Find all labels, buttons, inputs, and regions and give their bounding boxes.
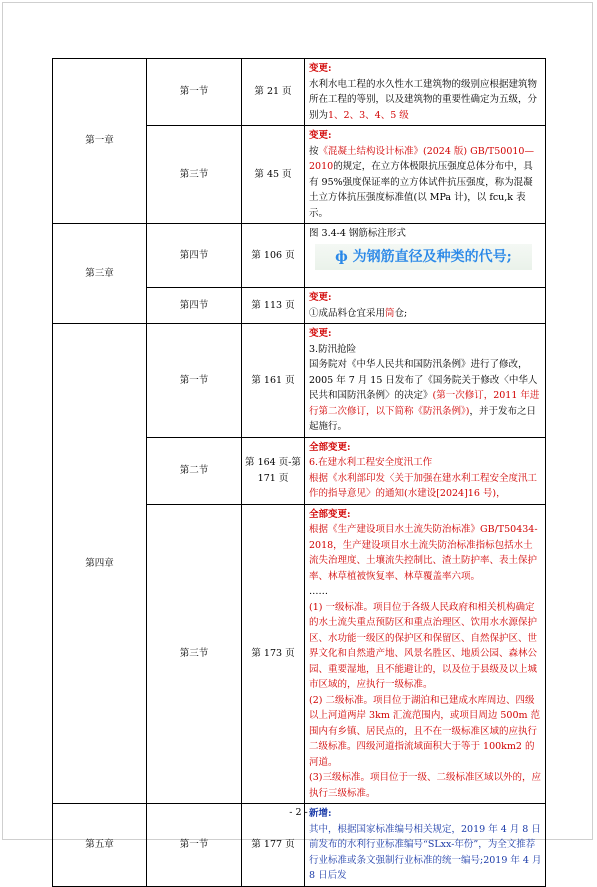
change-content-cell bbox=[305, 59, 546, 126]
section-cell: 第一节 bbox=[147, 59, 242, 126]
section-cell: 第二节 bbox=[147, 437, 242, 504]
content-paragraph bbox=[309, 584, 542, 600]
section-cell: 第一节 bbox=[147, 804, 242, 887]
section-cell: 第三节 bbox=[147, 126, 242, 224]
page-ref-cell: 第 113 页 bbox=[242, 288, 305, 324]
content-text: 其中，根据国家标准编号相关规定，2019 年 4 月 8 日前发布的水利行业标准编号“SLxx-年份”，为全文推荐行业标准或条文强制行业标准的统一编号;2019 年 4 月 8 日后发 bbox=[309, 823, 542, 881]
content-text: ①成品料仓宜采用 bbox=[309, 307, 386, 319]
page-ref-cell: 第 21 页 bbox=[242, 59, 305, 126]
change-label: 变更: bbox=[309, 130, 332, 141]
section-cell: 第一节 bbox=[147, 324, 242, 438]
change-content-cell bbox=[305, 288, 546, 324]
content-paragraph bbox=[309, 770, 542, 801]
change-label: 全部变更: bbox=[309, 441, 351, 453]
content-text: 按 bbox=[309, 145, 319, 157]
change-content-cell bbox=[305, 504, 546, 804]
chapter-cell: 第三章 bbox=[53, 224, 147, 324]
section-cell: 第三节 bbox=[147, 504, 242, 804]
content-text: (2) 二级标准。项目位于湖泊和已建成水库周边、四级以上河道两岸 3km 汇流范围内，或项目周边 500m 范围内有乡镇、居民点的，且不在一级标准区域的应执行二级标准。四级河道指流域面积大于等于 100km2 的河道。 bbox=[309, 694, 541, 768]
content-paragraph bbox=[309, 77, 542, 124]
content-paragraph bbox=[309, 342, 542, 358]
content-paragraph bbox=[309, 693, 542, 771]
content-text: 6.在建水利工程安全度汛工作 bbox=[309, 457, 433, 468]
content-paragraph bbox=[309, 471, 542, 502]
change-content-cell bbox=[305, 126, 546, 224]
page-ref-cell: 第 177 页 bbox=[242, 804, 305, 887]
change-label: 变更: bbox=[309, 63, 332, 74]
change-label: 变更: bbox=[309, 328, 332, 339]
content-text: 的规定，在立方体极限抗压强度总体分布中，具有 95%强度保证率的立方体试件抗压强度，称为混凝土立方体抗压强度标准值(以 MPa 计)，以 fcu,k 表示。 bbox=[309, 161, 533, 219]
change-label: 新增: bbox=[309, 808, 332, 819]
content-paragraph bbox=[309, 226, 542, 242]
section-cell: 第四节 bbox=[147, 288, 242, 324]
content-text: 根据《水利部印发〈关于加强在建水利工程安全度汛工作的指导意见〉的通知(水建设[2024]16 号)， bbox=[309, 472, 538, 499]
chapter-cell: 第一章 bbox=[53, 59, 147, 224]
content-text: ，并于发布之日起施行。 bbox=[309, 405, 536, 432]
content-text: 仓; bbox=[394, 307, 408, 319]
change-content-cell bbox=[305, 324, 546, 438]
rebar-symbol-figure: ф 为钢筋直径及种类的代号; bbox=[315, 244, 532, 270]
table-row bbox=[53, 59, 546, 126]
chapter-cell: 第五章 bbox=[53, 804, 147, 887]
content-text: 国务院对《中华人民共和国防汛条例》进行了修改，2005 年 7 月 15 日发布了《国务院关于修改〈中华人民共和国防汛条例〉的决定》 bbox=[309, 359, 538, 401]
content-text: …… bbox=[309, 586, 328, 597]
content-text: 1、2、3、4、5 级 bbox=[328, 109, 409, 121]
content-text: 水利水电工程的水久性水工建筑物的级别应根据建筑物所在工程的等别，以及建筑物的重要性确定为五级，分别为 bbox=[309, 78, 538, 121]
page-ref-cell: 第 45 页 bbox=[242, 126, 305, 224]
content-text: 3.防汛抢险 bbox=[309, 343, 357, 355]
change-content-cell bbox=[305, 224, 546, 288]
content-paragraph bbox=[309, 522, 542, 584]
table-row bbox=[53, 324, 546, 438]
change-content-cell bbox=[305, 437, 546, 504]
content-text: (第一次修订，2011 年进行第二次修订，以下简称《防汛条例》) bbox=[309, 390, 540, 417]
revision-table bbox=[52, 58, 546, 887]
content-text: (1) 一级标准。项目位于各级人民政府和相关机构确定的水土流失重点预防区和重点治理区、饮用水水源保护区、水功能一级区的保护区和保留区、自然保护区、世界文化和自然遗产地、风景名胜区、地质公园、森林公园、重要湿地，且不能避让的，以及位于县级及以上城市区域的，应执行一级标准。 bbox=[309, 601, 538, 690]
content-paragraph bbox=[309, 144, 542, 222]
page-ref-cell: 第 106 页 bbox=[242, 224, 305, 288]
page-ref-cell: 第 164 页-第 171 页 bbox=[242, 437, 305, 504]
content-text: (3)三级标准。项目位于一级、二级标准区域以外的，应执行三级标准。 bbox=[309, 772, 541, 799]
change-label: 变更: bbox=[309, 292, 332, 303]
content-text: 筒 bbox=[385, 307, 395, 319]
content-text: 《混凝土结构设计标准》(2024 版) GB/T50010—2010 bbox=[309, 145, 534, 172]
page-number: - 2 - bbox=[289, 807, 308, 818]
content-paragraph bbox=[309, 306, 542, 322]
content-text: 图 3.4-4 钢筋标注形式 bbox=[309, 228, 406, 239]
page-ref-cell: 第 161 页 bbox=[242, 324, 305, 438]
content-text: 根据《生产建设项目水土流失防治标准》GB/T50434-2018，生产建设项目水土流失防治标准指标包括水土流失治理度、土壤流失控制比、渣土防护率、表土保护率、林草植被恢复率、林草覆盖率六项。 bbox=[309, 524, 538, 582]
section-cell: 第四节 bbox=[147, 224, 242, 288]
table-row bbox=[53, 224, 546, 288]
change-label: 全部变更: bbox=[309, 508, 351, 520]
content-paragraph bbox=[309, 600, 542, 693]
content-paragraph bbox=[309, 822, 542, 884]
content-paragraph bbox=[309, 357, 542, 435]
chapter-cell: 第四章 bbox=[53, 324, 147, 804]
content-paragraph bbox=[309, 455, 542, 471]
page-ref-cell: 第 173 页 bbox=[242, 504, 305, 804]
